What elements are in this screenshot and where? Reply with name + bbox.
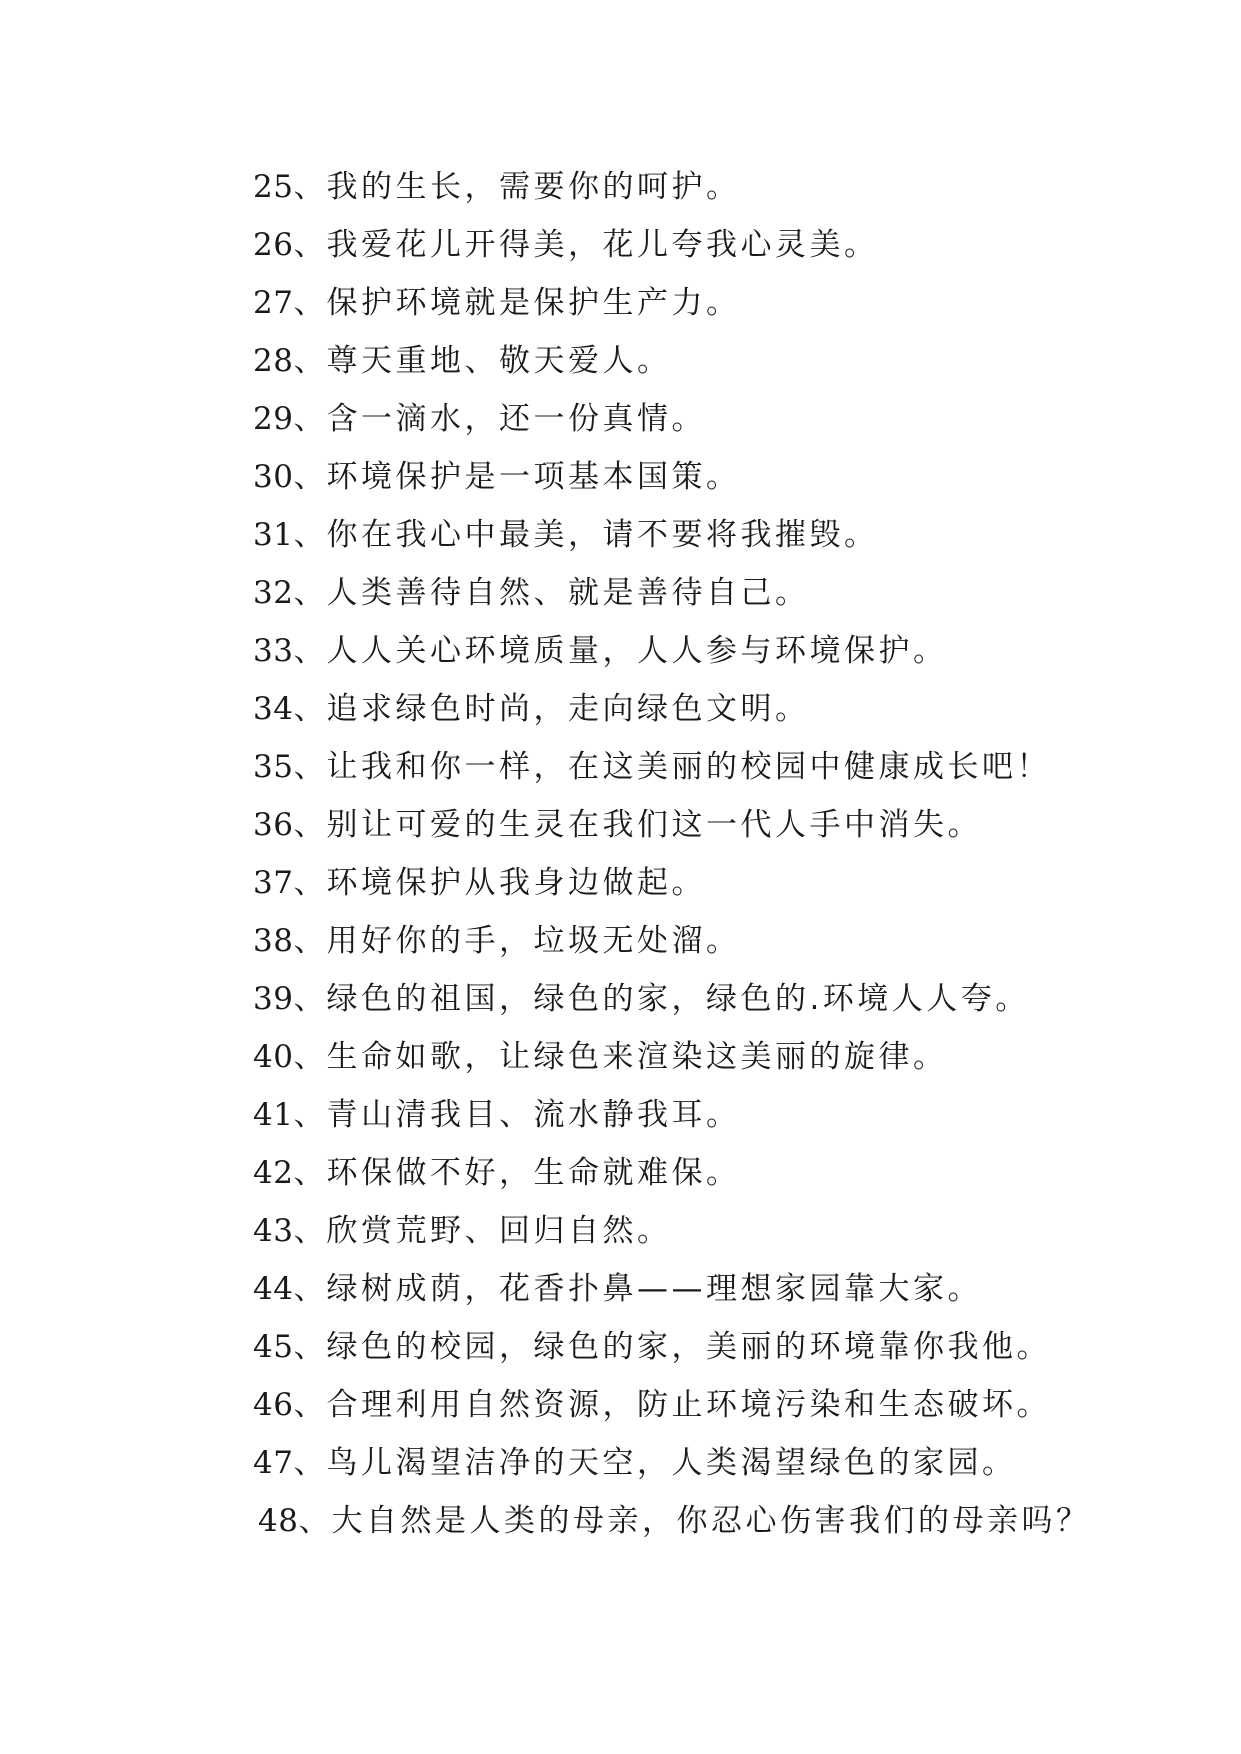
slogan-text: 生命如歌，让绿色来渲染这美丽的旋律。 <box>326 1039 948 1075</box>
slogan-number: 38 <box>253 923 294 959</box>
slogan-text: 大自然是人类的母亲，你忍心伤害我们的母亲吗？ <box>331 1503 1091 1539</box>
slogan-separator: 、 <box>293 227 327 263</box>
slogan-separator: 、 <box>293 1039 327 1075</box>
slogan-number: 33 <box>253 633 294 669</box>
slogan-number: 32 <box>253 575 294 611</box>
slogan-text: 环境保护是一项基本国策。 <box>326 459 741 495</box>
slogan-item-36 <box>253 796 1090 854</box>
slogan-number: 26 <box>253 227 294 263</box>
slogan-text: 让我和你一样，在这美丽的校园中健康成长吧！ <box>326 749 1051 785</box>
slogan-separator: 、 <box>293 1271 327 1307</box>
slogan-number: 39 <box>253 981 294 1017</box>
slogan-text: 追求绿色时尚，走向绿色文明。 <box>326 691 810 727</box>
slogan-separator: 、 <box>293 1213 327 1249</box>
slogan-text: 人类善待自然、就是善待自己。 <box>326 575 810 611</box>
slogan-text: 绿树成荫，花香扑鼻——理想家园靠大家。 <box>326 1271 982 1307</box>
slogan-item-32 <box>253 564 1090 622</box>
slogan-number: 45 <box>253 1329 294 1365</box>
slogan-text: 含一滴水，还一份真情。 <box>326 401 706 437</box>
slogan-item-42 <box>253 1144 1090 1202</box>
slogan-number: 28 <box>253 343 294 379</box>
slogan-separator: 、 <box>293 807 327 843</box>
slogan-text: 尊天重地、敬天爱人。 <box>326 343 672 379</box>
slogan-separator: 、 <box>293 1445 327 1481</box>
slogan-item-25 <box>253 158 1090 216</box>
slogan-text: 我爱花儿开得美，花儿夸我心灵美。 <box>326 227 879 263</box>
slogan-separator: 、 <box>293 1155 327 1191</box>
slogan-list <box>253 158 1090 1550</box>
slogan-text: 我的生长，需要你的呵护。 <box>326 169 741 205</box>
slogan-separator: 、 <box>293 1097 327 1133</box>
slogan-number: 44 <box>253 1271 294 1307</box>
slogan-item-37 <box>253 854 1090 912</box>
slogan-text: 绿色的校园，绿色的家，美丽的环境靠你我他。 <box>326 1329 1051 1365</box>
slogan-number: 31 <box>253 517 294 553</box>
slogan-separator: 、 <box>293 981 327 1017</box>
slogan-item-38 <box>253 912 1090 970</box>
slogan-separator: 、 <box>298 1503 332 1539</box>
slogan-number: 29 <box>253 401 294 437</box>
slogan-item-35 <box>253 738 1090 796</box>
slogan-number: 30 <box>253 459 294 495</box>
slogan-separator: 、 <box>293 459 327 495</box>
slogan-text: 人人关心环境质量，人人参与环境保护。 <box>326 633 948 669</box>
slogan-item-27 <box>253 274 1090 332</box>
slogan-item-45 <box>253 1318 1090 1376</box>
slogan-item-48 <box>258 1492 1090 1550</box>
slogan-item-31 <box>253 506 1090 564</box>
slogan-item-28 <box>253 332 1090 390</box>
slogan-text: 鸟儿渴望洁净的天空，人类渴望绿色的家园。 <box>326 1445 1017 1481</box>
slogan-separator: 、 <box>293 865 327 901</box>
slogan-text: 绿色的祖国，绿色的家，绿色的.环境人人夸。 <box>326 981 1030 1017</box>
slogan-text: 保护环境就是保护生产力。 <box>326 285 741 321</box>
slogan-item-29 <box>253 390 1090 448</box>
slogan-item-33 <box>253 622 1090 680</box>
slogan-separator: 、 <box>293 691 327 727</box>
slogan-item-40 <box>253 1028 1090 1086</box>
slogan-text: 用好你的手，垃圾无处溜。 <box>326 923 741 959</box>
slogan-number: 34 <box>253 691 294 727</box>
slogan-number: 47 <box>253 1445 294 1481</box>
slogan-separator: 、 <box>293 517 327 553</box>
slogan-item-39 <box>253 970 1090 1028</box>
slogan-separator: 、 <box>293 923 327 959</box>
slogan-number: 35 <box>253 749 294 785</box>
slogan-number: 40 <box>253 1039 294 1075</box>
slogan-separator: 、 <box>293 169 327 205</box>
slogan-item-44 <box>253 1260 1090 1318</box>
slogan-number: 48 <box>258 1503 299 1539</box>
slogan-item-46 <box>253 1376 1090 1434</box>
slogan-text: 环保做不好，生命就难保。 <box>326 1155 741 1191</box>
slogan-number: 37 <box>253 865 294 901</box>
slogan-separator: 、 <box>293 401 327 437</box>
slogan-text: 欣赏荒野、回归自然。 <box>326 1213 672 1249</box>
slogan-number: 46 <box>253 1387 294 1423</box>
slogan-number: 42 <box>253 1155 294 1191</box>
slogan-separator: 、 <box>293 749 327 785</box>
slogan-number: 27 <box>253 285 294 321</box>
slogan-number: 25 <box>253 169 294 205</box>
slogan-separator: 、 <box>293 1387 327 1423</box>
slogan-item-30 <box>253 448 1090 506</box>
slogan-separator: 、 <box>293 633 327 669</box>
slogan-item-41 <box>253 1086 1090 1144</box>
slogan-separator: 、 <box>293 285 327 321</box>
slogan-text: 环境保护从我身边做起。 <box>326 865 706 901</box>
slogan-separator: 、 <box>293 343 327 379</box>
slogan-separator: 、 <box>293 1329 327 1365</box>
slogan-item-26 <box>253 216 1090 274</box>
slogan-number: 41 <box>253 1097 294 1133</box>
slogan-separator: 、 <box>293 575 327 611</box>
slogan-text: 你在我心中最美，请不要将我摧毁。 <box>326 517 879 553</box>
slogan-text: 别让可爱的生灵在我们这一代人手中消失。 <box>326 807 982 843</box>
slogan-text: 合理利用自然资源，防止环境污染和生态破坏。 <box>326 1387 1051 1423</box>
slogan-number: 36 <box>253 807 294 843</box>
slogan-item-47 <box>253 1434 1090 1492</box>
slogan-item-34 <box>253 680 1090 738</box>
slogan-number: 43 <box>253 1213 294 1249</box>
slogan-item-43 <box>253 1202 1090 1260</box>
slogan-text: 青山清我目、流水静我耳。 <box>326 1097 741 1133</box>
